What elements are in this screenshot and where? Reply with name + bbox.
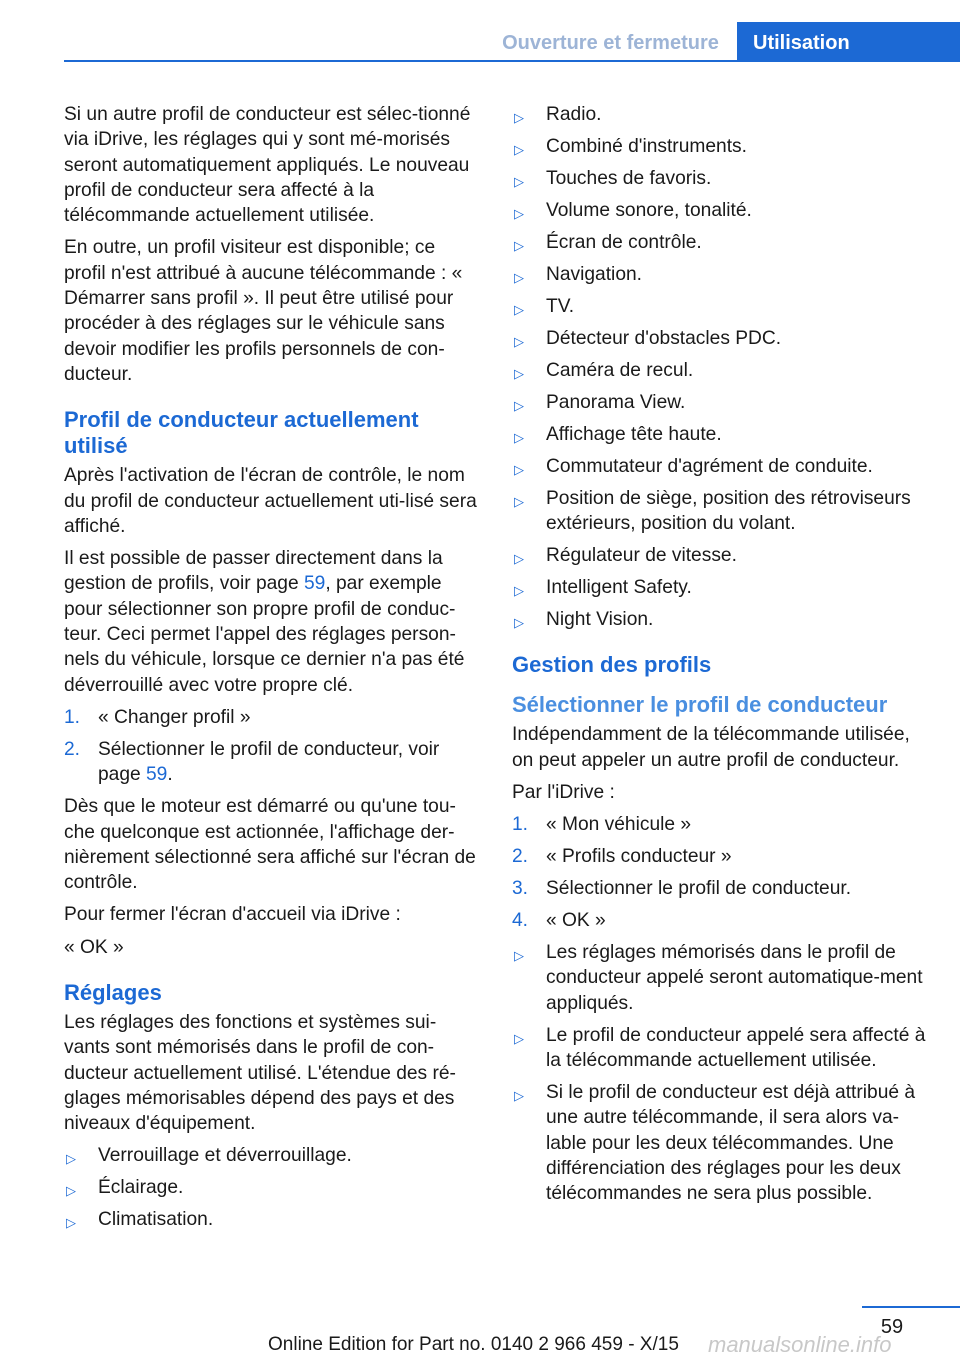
text: , par exemple pour sélectionner son propre profil de conduc-teur. Ceci permet l'appel des réglages person-nels du véhicule, lorsque ce dernier n'a pas été déverrouillé avec votre propre clé. xyxy=(64,573,465,696)
list-item xyxy=(64,1207,480,1232)
bullet-icon: ▷ xyxy=(514,205,524,221)
step-number: 1. xyxy=(64,706,81,728)
bullet-icon: ▷ xyxy=(514,493,524,509)
list-item xyxy=(512,1080,932,1206)
bullet-icon: ▷ xyxy=(514,551,524,567)
bullet-icon: ▷ xyxy=(514,397,524,413)
item-text: Commutateur d'agrément de conduite. xyxy=(546,455,873,477)
bullet-icon: ▷ xyxy=(514,333,524,349)
watermark: manualsonline.info xyxy=(708,1332,892,1357)
step-text: « Mon véhicule » xyxy=(546,814,692,836)
list-item xyxy=(512,198,932,223)
step-number: 2. xyxy=(512,846,529,868)
item-text: Position de siège, position des rétroviseurs extérieurs, position du volant. xyxy=(546,487,911,535)
item-text: Éclairage. xyxy=(98,1177,184,1199)
list-item xyxy=(512,454,932,479)
item-text: Panorama View. xyxy=(546,391,686,413)
bullet-icon: ▷ xyxy=(66,1151,76,1167)
step-text: « Changer profil » xyxy=(98,706,251,728)
steps-list xyxy=(64,705,480,788)
edition-line: Online Edition for Part no. 0140 2 966 459 - X/15 xyxy=(268,1334,679,1355)
item-text: Si le profil de conducteur est déjà attribué à une autre télécommande, il sera alors va-lable pour les deux télécommandes. Une différenciation des réglages pour les deux télécommandes ne sera plus possible. xyxy=(546,1082,916,1205)
list-item xyxy=(512,607,932,632)
list-item xyxy=(512,1023,932,1074)
page-link[interactable]: 59 xyxy=(303,573,326,595)
bullet-icon: ▷ xyxy=(514,301,524,317)
paragraph: Pour fermer l'écran d'accueil via iDrive : xyxy=(64,904,401,926)
list-item xyxy=(512,486,932,537)
step-number: 1. xyxy=(512,814,529,836)
bullet-icon: ▷ xyxy=(514,1030,524,1046)
paragraph: Si un autre profil de conducteur est sélec-tionné via iDrive, les réglages qui y sont mé-morisés seront automatiquement appliqués. Le nouveau profil de conducteur sera affecté à la télécommande actuellement utilisée. xyxy=(64,104,471,227)
list-item xyxy=(512,390,932,415)
item-text: Intelligent Safety. xyxy=(546,577,692,599)
item-text: Volume sonore, tonalité. xyxy=(546,199,752,221)
list-item xyxy=(64,1175,480,1200)
list-item xyxy=(64,1143,480,1168)
heading-profile-management: Gestion des profils xyxy=(512,652,712,678)
item-text: Les réglages mémorisés dans le profil de conducteur appelé seront automatique-ment appliqués. xyxy=(546,942,923,1014)
item-text: Le profil de conducteur appelé sera affecté à la télécommande actuellement utilisée. xyxy=(546,1024,926,1072)
bullet-icon: ▷ xyxy=(514,429,524,445)
bullet-list xyxy=(64,1143,480,1232)
page-link[interactable]: 59 xyxy=(146,764,168,786)
list-item xyxy=(512,230,932,255)
chapter-tab: Utilisation xyxy=(737,22,960,62)
left-column xyxy=(64,102,480,1239)
step-number: 3. xyxy=(512,878,529,900)
step-text: Sélectionner le profil de conducteur, voir page xyxy=(98,738,440,786)
paragraph: Par l'iDrive : xyxy=(512,781,615,803)
section-tab: Ouverture et fermeture xyxy=(502,32,719,54)
bullet-icon: ▷ xyxy=(514,461,524,477)
list-item xyxy=(64,737,480,788)
item-text: Affichage tête haute. xyxy=(546,423,722,445)
step-text: « Profils conducteur » xyxy=(546,846,732,868)
list-item xyxy=(512,358,932,383)
bullet-icon: ▷ xyxy=(66,1183,76,1199)
heading-settings: Réglages xyxy=(64,979,162,1005)
list-item xyxy=(512,908,932,933)
paragraph: « OK » xyxy=(64,936,124,958)
footer-rule xyxy=(862,1306,960,1308)
paragraph: Les réglages des fonctions et systèmes sui-vants sont mémorisés dans le profil de con-ducteur actuellement utilisé. L'étendue des ré-glages mémorisables dépend des pays et des niveaux d'équipement. xyxy=(64,1011,456,1135)
heading-select-profile: Sélectionner le profil de conducteur xyxy=(512,692,888,718)
list-item xyxy=(512,134,932,159)
bullet-icon: ▷ xyxy=(514,583,524,599)
list-item xyxy=(512,262,932,287)
item-text: Combiné d'instruments. xyxy=(546,135,747,157)
heading-current-profile: Profil de conducteur actuellement utilisé xyxy=(64,407,419,459)
step-text: Sélectionner le profil de conducteur. xyxy=(546,878,852,900)
list-item xyxy=(512,326,932,351)
bullet-icon: ▷ xyxy=(514,948,524,964)
step-text: . xyxy=(167,764,173,786)
list-item xyxy=(512,543,932,568)
item-text: Navigation. xyxy=(546,263,642,285)
paragraph: Indépendamment de la télécommande utilisée, on peut appeler un autre profil de conducteur. xyxy=(512,724,910,771)
paragraph: En outre, un profil visiteur est disponible; ce profil n'est attribué à aucune télécommande : « Démarrer sans profil ». Il peut être utilisé pour procéder à des réglages sur le véhicule sans devoir modifier les profils personnels de con-ducteur. xyxy=(64,237,463,385)
bullet-icon: ▷ xyxy=(514,269,524,285)
list-item xyxy=(512,166,932,191)
bullet-list xyxy=(512,102,932,632)
right-column xyxy=(512,102,932,1213)
item-text: Détecteur d'obstacles PDC. xyxy=(546,327,782,349)
text: Il est possible de passer directement dans la gestion de profils, voir page xyxy=(64,548,443,595)
list-item xyxy=(64,705,480,730)
bullet-icon: ▷ xyxy=(514,173,524,189)
item-text: TV. xyxy=(546,295,575,317)
list-item xyxy=(512,102,932,127)
bullet-icon: ▷ xyxy=(514,365,524,381)
paragraph xyxy=(64,546,480,698)
item-text: Régulateur de vitesse. xyxy=(546,545,737,567)
item-text: Écran de contrôle. xyxy=(546,231,702,253)
list-item xyxy=(512,422,932,447)
bullet-icon: ▷ xyxy=(66,1215,76,1231)
page-number: 59 xyxy=(880,1316,904,1338)
paragraph: Après l'activation de l'écran de contrôle, le nom du profil de conducteur actuellement uti-lisé sera affiché. xyxy=(64,465,477,537)
bullet-icon: ▷ xyxy=(514,141,524,157)
item-text: Night Vision. xyxy=(546,609,654,631)
steps-list xyxy=(512,812,932,933)
bullet-icon: ▷ xyxy=(514,237,524,253)
step-number: 2. xyxy=(64,738,81,760)
header-rule xyxy=(64,60,960,62)
bullet-icon: ▷ xyxy=(514,110,524,125)
list-item xyxy=(512,940,932,1016)
item-text: Verrouillage et déverrouillage. xyxy=(98,1145,352,1167)
bullet-icon: ▷ xyxy=(514,1088,524,1104)
paragraph: Dès que le moteur est démarré ou qu'une tou-che quelconque est actionnée, l'affichage der-nièrement sélectionné sera affiché sur l'écran de contrôle. xyxy=(64,796,476,894)
page-header xyxy=(0,0,960,62)
step-text: « OK » xyxy=(546,910,606,932)
list-item xyxy=(512,876,932,901)
item-text: Radio. xyxy=(546,104,602,125)
bullet-icon: ▷ xyxy=(514,615,524,631)
list-item xyxy=(512,575,932,600)
list-item xyxy=(512,294,932,319)
step-number: 4. xyxy=(512,910,529,932)
list-item xyxy=(512,844,932,869)
item-text: Climatisation. xyxy=(98,1209,214,1231)
item-text: Caméra de recul. xyxy=(546,359,694,381)
item-text: Touches de favoris. xyxy=(546,167,712,189)
result-list xyxy=(512,940,932,1206)
list-item xyxy=(512,812,932,837)
